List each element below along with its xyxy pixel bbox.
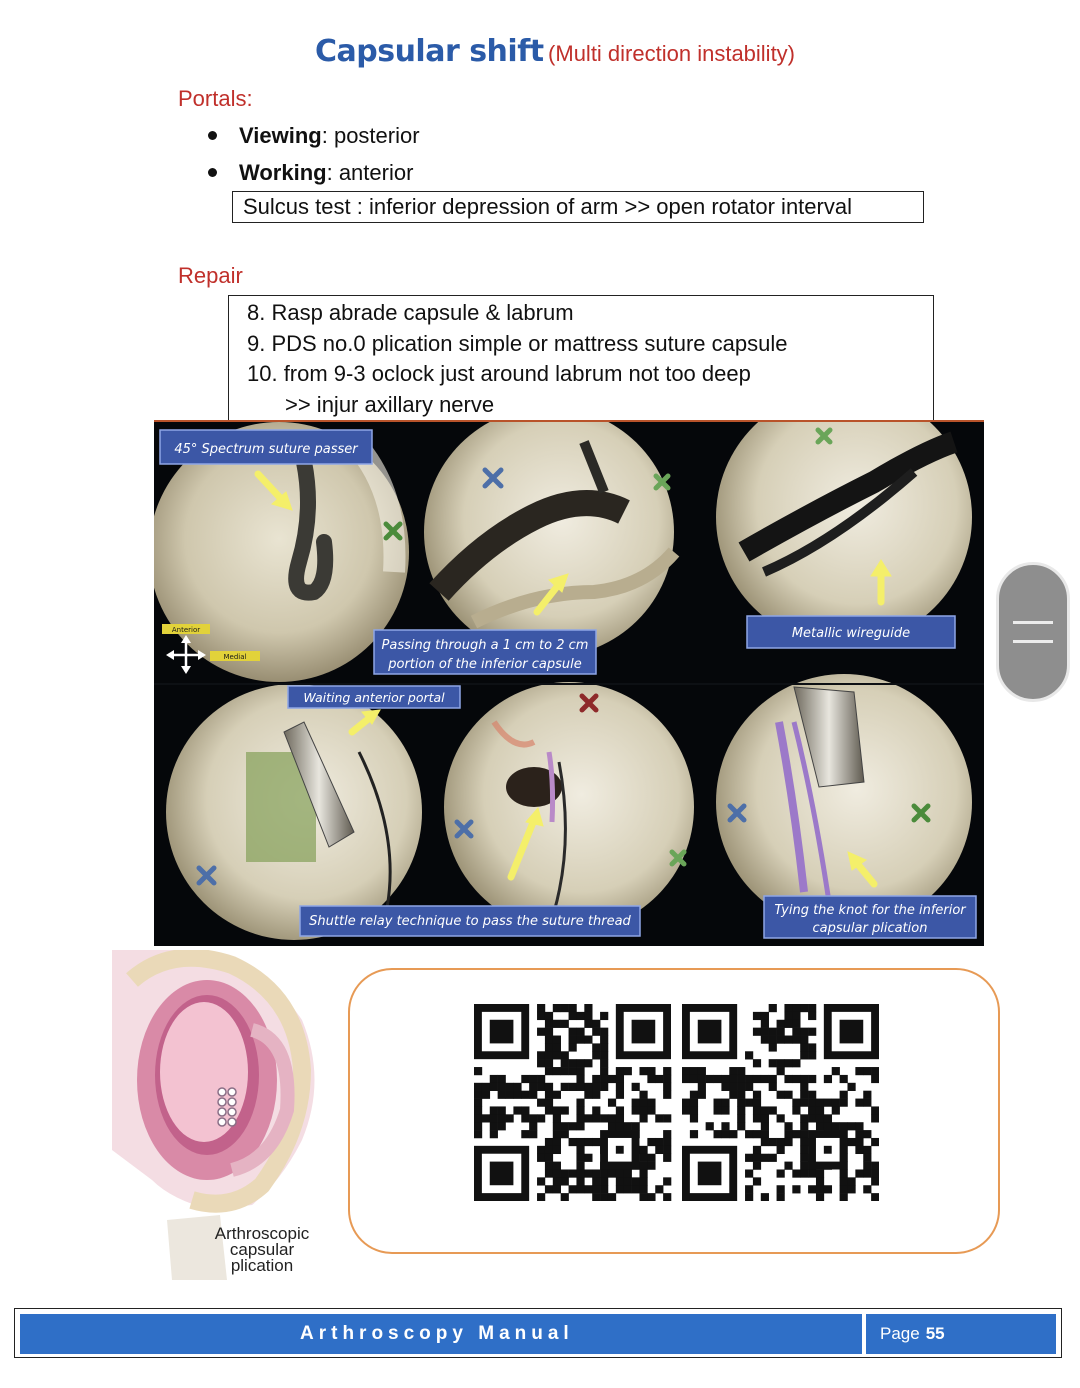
caption-passing-1: Passing through a 1 cm to 2 cm <box>381 638 589 653</box>
portal-label: Viewing <box>239 123 322 148</box>
caption-shuttle: Shuttle relay technique to pass the suture thread <box>309 914 631 929</box>
plication-caption-3: plication <box>230 1256 294 1275</box>
footer-manual-title: Arthroscopy Manual <box>20 1314 862 1354</box>
scope-view-2 <box>424 422 674 657</box>
portal-item-viewing <box>208 123 420 149</box>
bullet-icon <box>208 131 217 140</box>
scope-view-5 <box>444 682 694 932</box>
title-subtitle: (Multi direction instability) <box>548 41 796 66</box>
caption-waiting: Waiting anterior portal <box>303 690 445 705</box>
scope-view-4 <box>166 684 422 940</box>
portals-heading: Portals: <box>178 86 253 111</box>
repair-step: 9. PDS no.0 plication simple or mattress suture capsule <box>247 331 788 356</box>
sulcus-test-note: Sulcus test : inferior depression of arm >> open rotator interval <box>232 191 924 223</box>
portal-label: Working <box>239 160 327 185</box>
scope-view-3 <box>716 422 972 645</box>
orientation-anterior: Anterior <box>171 626 201 634</box>
caption-tying-1: Tying the knot for the inferior <box>774 903 966 918</box>
scope-view-6 <box>716 674 972 930</box>
repair-steps-box <box>228 295 934 420</box>
caption-tying-2: capsular plication <box>812 921 928 936</box>
scroll-handle-line-icon <box>1013 621 1053 624</box>
plication-caption-1: Arthroscopic <box>214 1224 310 1243</box>
caption-spectrum: 45° Spectrum suture passer <box>174 442 358 457</box>
plication-caption-2: capsular <box>229 1240 295 1259</box>
repair-step: 8. Rasp abrade capsule & labrum <box>247 300 574 325</box>
caption-wireguide: Metallic wireguide <box>791 626 911 641</box>
page-title <box>0 34 1080 69</box>
repair-step: >> injur axillary nerve <box>285 392 495 417</box>
repair-heading: Repair <box>178 263 243 288</box>
footer-page <box>866 1314 1056 1354</box>
scroll-handle-line-icon <box>1013 640 1053 643</box>
caption-passing-2: portion of the inferior capsule <box>388 657 582 672</box>
plication-illustration <box>112 950 322 1280</box>
qr-code-graphic <box>474 1004 879 1201</box>
portal-value: : anterior <box>326 160 414 185</box>
repair-step: 10. from 9-3 oclock just around labrum not too deep <box>247 361 751 386</box>
scroll-handle[interactable] <box>996 562 1070 702</box>
title-main: Capsular shift <box>314 34 544 69</box>
portal-item-working <box>208 160 413 186</box>
arthroscopy-figure <box>154 420 984 946</box>
page-number: 55 <box>925 1324 945 1343</box>
portal-value: : posterior <box>321 123 420 148</box>
page-label: Page <box>880 1324 920 1343</box>
qr-codes[interactable] <box>474 1004 879 1201</box>
bullet-icon <box>208 168 217 177</box>
orientation-medial: Medial <box>223 653 247 661</box>
